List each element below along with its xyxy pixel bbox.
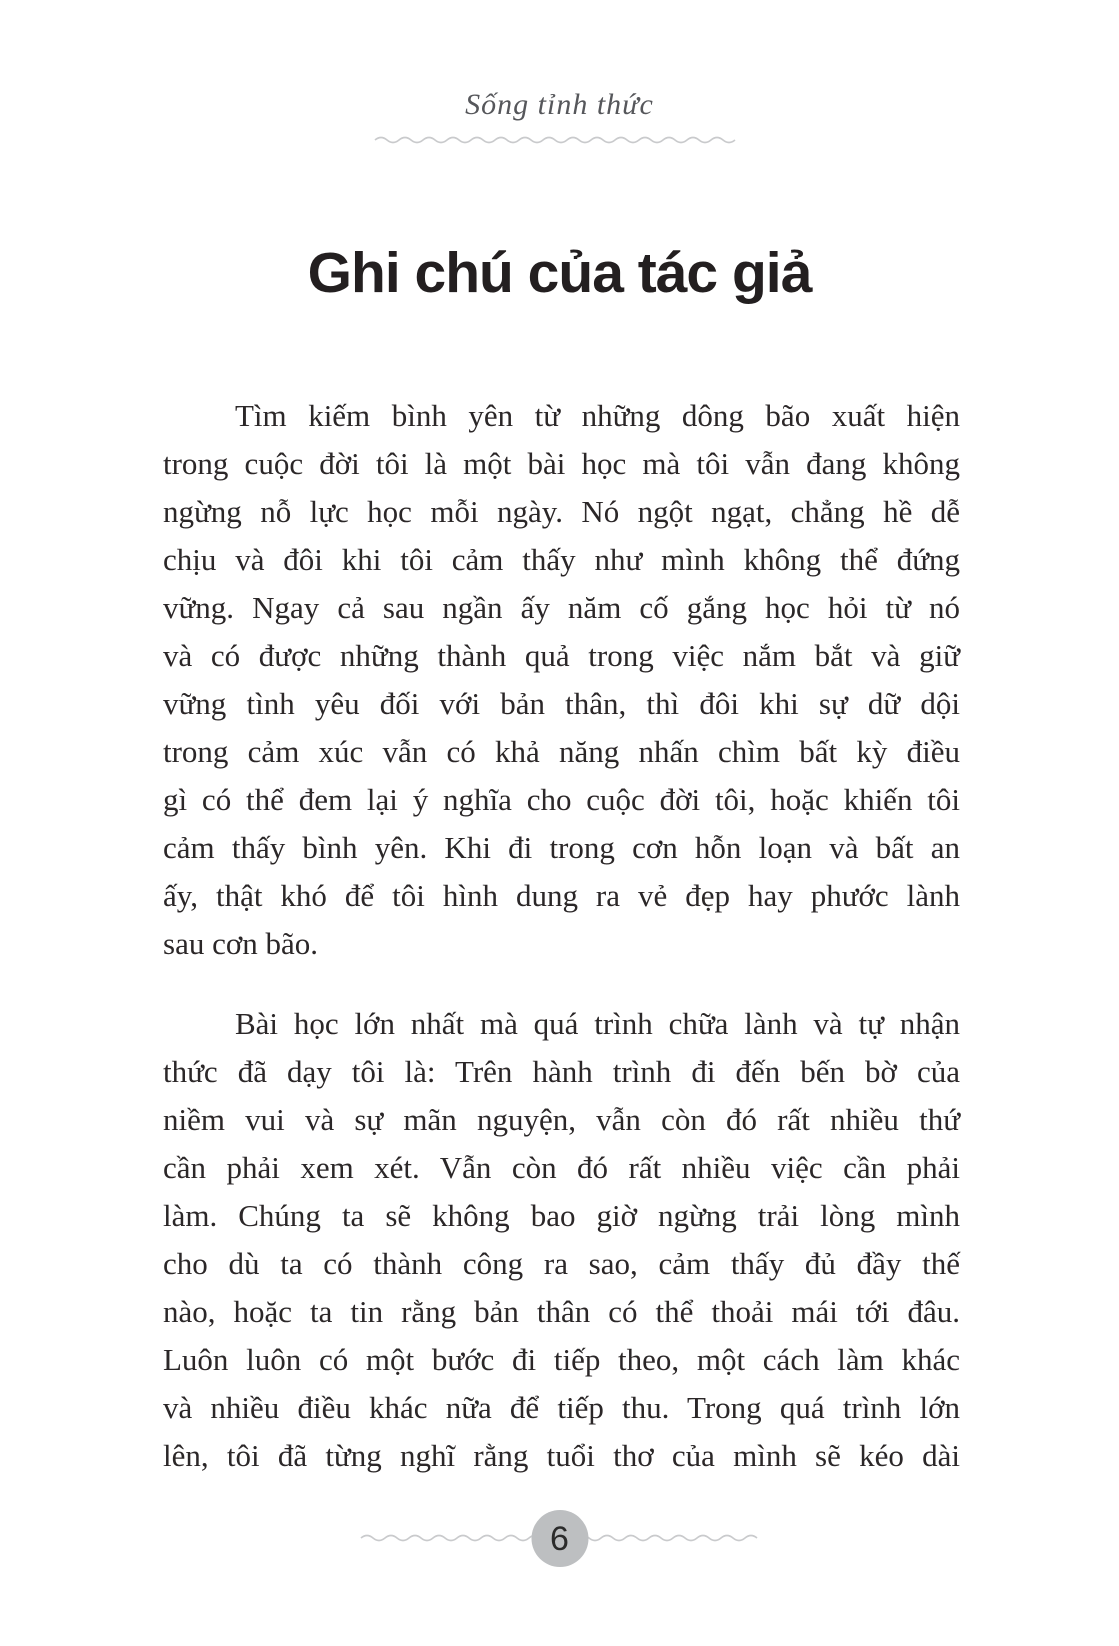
text-line: vững tình yêu đối với bản thân, thì đôi khi sự dữ dội xyxy=(163,686,960,721)
text-line: làm. Chúng ta sẽ không bao giờ ngừng trải lòng mình xyxy=(163,1198,960,1233)
text-line: thức đã dạy tôi là: Trên hành trình đi đến bến bờ của xyxy=(163,1054,960,1089)
text-line: cần phải xem xét. Vẫn còn đó rất nhiều việc cần phải xyxy=(163,1150,960,1185)
text-line: ấy, thật khó để tôi hình dung ra vẻ đẹp hay phước lành xyxy=(163,878,960,913)
chapter-title: Ghi chú của tác giả xyxy=(307,241,812,305)
text-line: cảm thấy bình yên. Khi đi trong cơn hỗn loạn và bất an xyxy=(163,830,960,865)
text-line: chịu và đôi khi tôi cảm thấy như mình không thể đứng xyxy=(163,542,960,577)
page-number-badge xyxy=(531,1510,588,1567)
running-header-title: Sống tỉnh thức xyxy=(465,88,654,121)
text-line: Luôn luôn có một bước đi tiếp theo, một cách làm khác xyxy=(163,1342,960,1377)
text-line: gì có thể đem lại ý nghĩa cho cuộc đời tôi, hoặc khiến tôi xyxy=(163,782,960,817)
text-line: lên, tôi đã từng nghĩ rằng tuổi thơ của mình sẽ kéo dài xyxy=(163,1438,960,1473)
text-line: và nhiều điều khác nữa để tiếp thu. Trong quá trình lớn xyxy=(163,1390,960,1425)
page-number: 6 xyxy=(550,1519,569,1558)
paragraph-1 xyxy=(163,392,960,968)
text-line: và có được những thành quả trong việc nắm bắt và giữ xyxy=(163,638,960,673)
text-line: trong cảm xúc vẫn có khả năng nhấn chìm bất kỳ điều xyxy=(163,734,960,769)
text-line: niềm vui và sự mãn nguyện, vẫn còn đó rất nhiều thứ xyxy=(163,1102,960,1137)
text-line: ngừng nỗ lực học mỗi ngày. Nó ngột ngạt, chẳng hề dễ xyxy=(163,494,960,529)
header-wave-divider xyxy=(374,134,746,146)
text-line: cho dù ta có thành công ra sao, cảm thấy đủ đầy thế xyxy=(163,1246,960,1281)
text-line: trong cuộc đời tôi là một bài học mà tôi vẫn đang không xyxy=(163,446,960,481)
text-line: vững. Ngay cả sau ngần ấy năm cố gắng học hỏi từ nó xyxy=(163,590,960,625)
text-line: nào, hoặc ta tin rằng bản thân có thể thoải mái tới đâu. xyxy=(163,1294,960,1329)
body-text xyxy=(163,392,960,1480)
text-line: Bài học lớn nhất mà quá trình chữa lành và tự nhận xyxy=(235,1006,960,1041)
text-line: sau cơn bão. xyxy=(163,926,318,961)
text-line: Tìm kiếm bình yên từ những dông bão xuất hiện xyxy=(235,398,960,433)
paragraph-2 xyxy=(163,1000,960,1480)
